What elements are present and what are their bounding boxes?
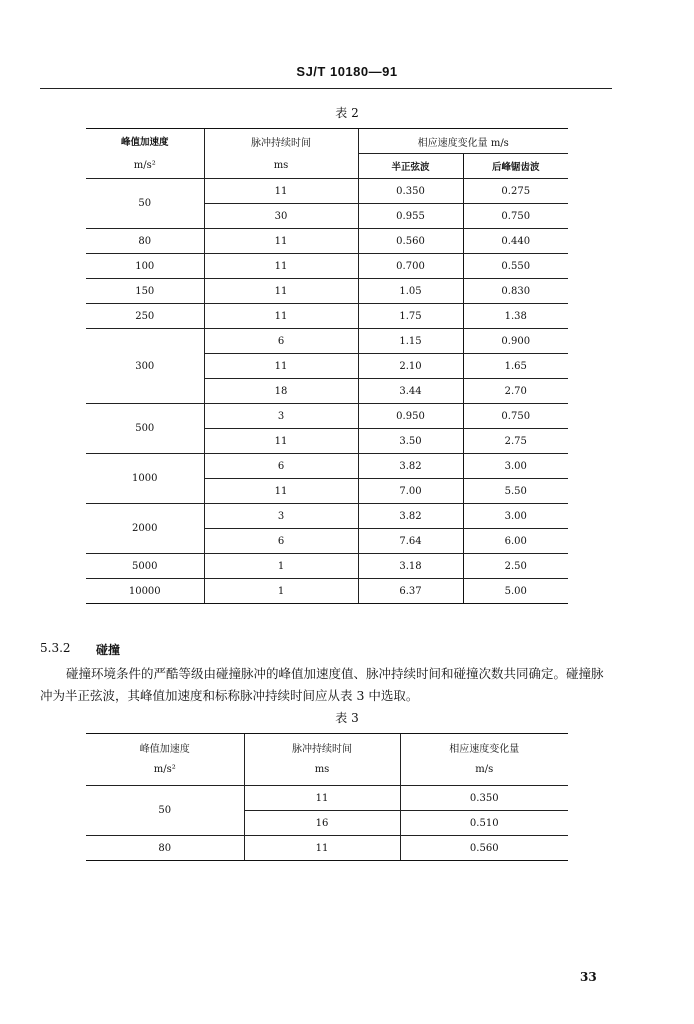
- t3-velocity-cell: 0.350: [400, 786, 568, 811]
- t3-header-duration-unit: ms: [314, 763, 330, 775]
- t3-header-velocity-label: 相应速度变化量: [449, 743, 520, 755]
- t2-duration-cell: 11: [204, 229, 358, 254]
- t2-half-sine-cell: 3.44: [358, 379, 463, 404]
- t2-duration-cell: 1: [204, 554, 358, 579]
- t2-accel-cell: 150: [86, 279, 204, 304]
- t2-half-sine-cell: 6.37: [358, 579, 463, 604]
- t3-header-duration: [244, 734, 400, 786]
- table-2: [86, 128, 568, 604]
- t3-accel-cell: 50: [86, 786, 244, 836]
- table-row: [86, 786, 568, 811]
- t2-accel-cell: 10000: [86, 579, 204, 604]
- t2-duration-cell: 6: [204, 529, 358, 554]
- t2-sawtooth-cell: 2.70: [463, 379, 568, 404]
- table-row: [86, 554, 568, 579]
- t2-accel-cell: 1000: [86, 454, 204, 504]
- t2-header-half-sine: 半正弦波: [358, 154, 463, 179]
- t2-sawtooth-cell: 0.830: [463, 279, 568, 304]
- table-row: [86, 179, 568, 204]
- t2-duration-cell: 3: [204, 404, 358, 429]
- t2-half-sine-cell: 0.950: [358, 404, 463, 429]
- section-title: 碰撞: [96, 643, 121, 657]
- t2-header-accel: 峰值加速度: [86, 129, 204, 154]
- t3-velocity-cell: 0.510: [400, 811, 568, 836]
- table-row: [86, 579, 568, 604]
- t2-half-sine-cell: 0.955: [358, 204, 463, 229]
- t2-duration-cell: 18: [204, 379, 358, 404]
- t2-sawtooth-cell: 2.50: [463, 554, 568, 579]
- t2-half-sine-cell: 7.00: [358, 479, 463, 504]
- t3-header-accel-label: 峰值加速度: [139, 743, 190, 755]
- t2-duration-cell: 3: [204, 504, 358, 529]
- t3-accel-cell: 80: [86, 836, 244, 861]
- t3-body: [86, 786, 568, 861]
- t3-duration-cell: 11: [244, 786, 400, 811]
- t2-accel-cell: 250: [86, 304, 204, 329]
- table-row: [86, 504, 568, 529]
- t2-duration-cell: 6: [204, 329, 358, 354]
- section-number: 5.3.2: [40, 641, 71, 655]
- t2-half-sine-cell: 3.82: [358, 454, 463, 479]
- t3-header-duration-label: 脉冲持续时间: [292, 743, 352, 755]
- t2-accel-cell: 2000: [86, 504, 204, 554]
- t2-sawtooth-cell: 3.00: [463, 454, 568, 479]
- t2-half-sine-cell: 0.350: [358, 179, 463, 204]
- t2-sawtooth-cell: 0.550: [463, 254, 568, 279]
- t2-half-sine-cell: 1.05: [358, 279, 463, 304]
- table-row: [86, 279, 568, 304]
- t2-duration-cell: 11: [204, 304, 358, 329]
- t2-duration-cell: 11: [204, 179, 358, 204]
- t3-velocity-cell: 0.560: [400, 836, 568, 861]
- table-row: [86, 836, 568, 861]
- t2-half-sine-cell: 1.75: [358, 304, 463, 329]
- t2-duration-cell: 6: [204, 454, 358, 479]
- t2-sawtooth-cell: 0.900: [463, 329, 568, 354]
- t2-accel-cell: 80: [86, 229, 204, 254]
- t2-duration-cell: 11: [204, 354, 358, 379]
- table-row: [86, 329, 568, 354]
- t2-accel-cell: 300: [86, 329, 204, 404]
- t2-accel-cell: 50: [86, 179, 204, 229]
- t2-accel-cell: 5000: [86, 554, 204, 579]
- section-paragraph: 碰撞环境条件的严酷等级由碰撞脉冲的峰值加速度值、脉冲持续时间和碰撞次数共同确定。碰撞脉冲为半正弦波，其峰值加速度和标称脉冲持续时间应从表 3 中选取。: [40, 666, 604, 703]
- table-3: [86, 733, 568, 861]
- t2-header-duration: 脉冲持续时间: [204, 129, 358, 154]
- table-row: [86, 404, 568, 429]
- t3-duration-cell: 16: [244, 811, 400, 836]
- table3-caption: 表 3: [335, 711, 359, 725]
- t2-duration-cell: 30: [204, 204, 358, 229]
- t2-sawtooth-cell: 0.275: [463, 179, 568, 204]
- t2-duration-cell: 11: [204, 479, 358, 504]
- t2-body: [86, 179, 568, 604]
- t2-header-accel-unit: m/s²: [86, 154, 204, 179]
- t2-half-sine-cell: 7.64: [358, 529, 463, 554]
- t2-sawtooth-cell: 5.50: [463, 479, 568, 504]
- t2-sawtooth-cell: 6.00: [463, 529, 568, 554]
- t3-header-accel-unit: m/s²: [153, 763, 176, 775]
- t2-sawtooth-cell: 0.440: [463, 229, 568, 254]
- t3-header-accel: [86, 734, 244, 786]
- t2-sawtooth-cell: 5.00: [463, 579, 568, 604]
- table-row: [86, 304, 568, 329]
- t2-sawtooth-cell: 0.750: [463, 404, 568, 429]
- t2-sawtooth-cell: 2.75: [463, 429, 568, 454]
- t3-header-velocity-unit: m/s: [475, 763, 494, 775]
- table-row: [86, 229, 568, 254]
- table-row: [86, 454, 568, 479]
- header-rule: [40, 88, 612, 89]
- t2-half-sine-cell: 0.560: [358, 229, 463, 254]
- t3-header-velocity: [400, 734, 568, 786]
- t3-duration-cell: 11: [244, 836, 400, 861]
- t2-duration-cell: 11: [204, 429, 358, 454]
- table2-caption: 表 2: [335, 106, 359, 120]
- t2-half-sine-cell: 3.82: [358, 504, 463, 529]
- page-number: 33: [580, 970, 597, 984]
- table-row: [86, 254, 568, 279]
- t2-duration-cell: 11: [204, 254, 358, 279]
- t2-half-sine-cell: 2.10: [358, 354, 463, 379]
- t2-header-velocity: 相应速度变化量 m/s: [358, 129, 568, 154]
- t2-duration-cell: 1: [204, 579, 358, 604]
- t2-duration-cell: 11: [204, 279, 358, 304]
- t2-header-duration-unit: ms: [204, 154, 358, 179]
- t2-header-sawtooth: 后峰锯齿波: [463, 154, 568, 179]
- t2-half-sine-cell: 1.15: [358, 329, 463, 354]
- t2-sawtooth-cell: 0.750: [463, 204, 568, 229]
- t2-accel-cell: 100: [86, 254, 204, 279]
- standard-header: SJ/T 10180—91: [296, 64, 398, 79]
- t2-half-sine-cell: 3.50: [358, 429, 463, 454]
- t2-sawtooth-cell: 1.65: [463, 354, 568, 379]
- t2-sawtooth-cell: 1.38: [463, 304, 568, 329]
- t2-sawtooth-cell: 3.00: [463, 504, 568, 529]
- t2-half-sine-cell: 3.18: [358, 554, 463, 579]
- t2-half-sine-cell: 0.700: [358, 254, 463, 279]
- t2-accel-cell: 500: [86, 404, 204, 454]
